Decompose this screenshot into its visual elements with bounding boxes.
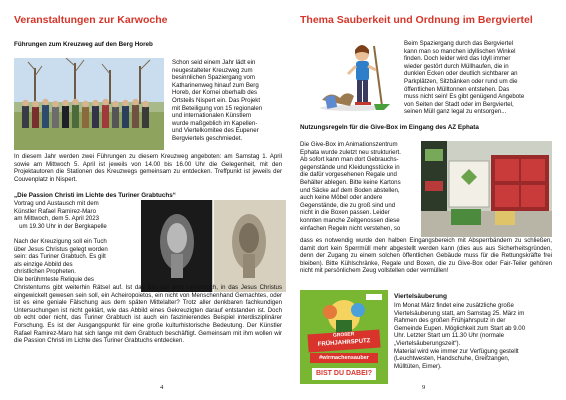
givebox-line: einfachen Regeln nicht verstehen, so (300, 224, 401, 232)
shroud-image (141, 200, 286, 292)
intro-line: muss nicht sein! Es gibt genügend Angebote (404, 93, 525, 101)
givebox-title-wrap (300, 124, 560, 131)
kreuzweg-line: Schon seid einem Jahr lädt ein (172, 59, 256, 66)
intro-line: finden. Doch leider wird das Idyll immer (404, 55, 511, 63)
givebox-line: auch keine Möbel oder andere (300, 194, 383, 202)
kreuzweg-title: Führungen zum Kreuzweg auf den Berg Horeb (14, 41, 153, 48)
givebox-photo (421, 141, 552, 237)
poster-hashtag: #wirmachensauber (310, 353, 378, 363)
grabtuch-line: am Mittwoch, dem 5. April 2023 (14, 215, 100, 223)
givebox-line: und Säcke auf dem Boden abstellen, (300, 186, 400, 194)
grabtuch-body (14, 284, 282, 345)
grabtuch-line: über Jesus Christus gelegt worden (14, 245, 108, 253)
grabtuch-line: als einzige Abbild des (14, 260, 73, 268)
grabtuch-paragraph: Christentums gibt weiterhin Rätsel auf. Ist das Bild auf dem Leinentuch, in das Jesus Christus eingewickelt gewesen sein soll, ein Acheiropoietos, ein nicht von Menschenhand Gemachtes, oder ist es eine geniale Fälschung aus dem späten Mittelalter? Trotz aller denkbaren fachkundigen Untersuchungen ist nicht geklärt, wie das Abbild eines Gekreuzigten darauf entstanden ist. Doch ob echt oder nicht, das Turiner Grabtuch ist auch ein faszinierendes Beispiel interdisziplinärer Forschung. Es ist der Ausgangspunkt für eine große kulturhistorische Bedeutung. Der Künstler Rafael Ramirez-Maro hat sich lange mit dem Grabtuch beschäftigt. Gemeinsam mit ihm wollen wir die Passion Christi im Lichte des Turiner Grabtuchs entdecken. (14, 284, 282, 345)
intro-line: kann man so manchen idyllischen Winkel (404, 47, 516, 55)
grabtuch-line (14, 230, 138, 238)
grabtuch-line: sein: das Turiner Grabtuch. Es gilt (14, 253, 106, 261)
givebox-line: konnten manche Zeitgenossen diese (300, 216, 400, 224)
viertel-line: Mülltüten, Eimer). (394, 362, 442, 370)
grabtuch-title: „Die Passion Christi im Lichte des Turiner Grabtuchs“ (14, 192, 176, 199)
kreuzweg-line: Katharinenweg hinauf zum Berg (172, 81, 259, 89)
grabtuch-title-wrap (14, 192, 282, 199)
viertel-line: Gemeinde Eupen. Möglichkeit zum Start ab 9.00 (394, 324, 526, 332)
givebox-text (300, 141, 418, 232)
kreuzweg-text (172, 59, 282, 143)
grabtuch-line: Nach der Kreuzigung soll ein Tuch (14, 237, 107, 245)
page-number-left: 4 (160, 384, 164, 391)
givebox-line: Ab sofort kann man dort Gebrauchs- (300, 156, 399, 164)
kreuzweg-line: und Viertelkomitee des Eupener (172, 127, 259, 135)
viertel-line: Material wird wie immer zur Verfügung gestellt (394, 347, 519, 355)
intro-line: öffentlichen Mülltonnen entstehen. Das (404, 85, 510, 93)
givebox-line: Ephata wurde zuletzt neu strukturiert. (300, 148, 401, 156)
kreuzweg-line: mit Beteiligung von 15 regionalen (172, 104, 263, 112)
intro-text (404, 40, 552, 116)
viertel-line: Viertelsäuberung statt, am Samstag 25. März im (394, 309, 525, 317)
givebox-title: Nutzungsregeln für die Give-Box im Eingang des AZ Ephata (300, 124, 479, 131)
poster-line1: GROßER (332, 331, 355, 339)
kreuzweg-dates-paragraph: In diesem Jahr werden zwei Führungen zu diesem Kreuzweg angeboten: am Samstag 1. April sowie am Mittwoch 5. April ist jeweils von 14.00 bis 16.00 Uhr die Gelegenheit, mit den Projektautoren die Stationen des Kreuzwegs gemeinsam zu entdecken. Treffpunkt ist jeweils der Couvenplatz in Nispert. (14, 153, 282, 183)
grabtuch-line: um 19.30 Uhr in der Bergkapelle (14, 222, 107, 230)
right-heading: Thema Sauberkeit und Ordnung im Bergviertel (300, 14, 533, 26)
givebox-paragraph: dass es notwendig wurde den halben Eingangsbereich mit Absperrbändern zu schließen, damit dort kein Sperrmüll mehr abgestellt werden kann (dies aus aus Sicherheitsgründen, denn der Zugang zu einem solchen öffentlichen Gebäude muss für die Rettungskräfte frei bleiben). Bitte Kühlschränke, Regale und Boxen, die zu Give-Box oder Fair-Teiler gehören nicht mit persönlichem Zeug vollstellen oder vermüllen! (300, 237, 552, 275)
viertelsaeuberung-title: Viertelsäuberung (394, 293, 447, 300)
givebox-body (300, 237, 552, 275)
intro-line: von Seiten der Stadt oder im Bergviertel, (404, 100, 514, 108)
grabtuch-line: christlichen Propheten. (14, 268, 76, 276)
viertelsaeuberung-text (394, 293, 554, 370)
cleaning-illustration (312, 40, 394, 112)
viertel-line: Uhr. Letzter Start um 11.30 Uhr (normale (394, 332, 504, 340)
page-number-right: 9 (422, 384, 426, 391)
poster-question: BIST DU DABEI? (312, 368, 376, 380)
kreuzweg-line: und internationalen Künstlern (172, 112, 252, 120)
intro-line: Parkplätzen, Sitzbänken oder rund um die (404, 77, 518, 85)
grabtuch-line: Vortrag und Austausch mit dem (14, 200, 99, 207)
givebox-line: gegenstände und Kleidungsstücke in (300, 163, 400, 171)
intro-line: Beim Spaziergang durch das Bergviertel (404, 40, 514, 47)
viertel-line: Rahmen des großen Frühjahrsputz in der (394, 317, 506, 325)
fruehjahrsputz-poster (300, 290, 388, 384)
grabtuch-text (14, 200, 138, 284)
intro-line: dunklen Ecken oder deutlich sichtbarer an (404, 70, 518, 78)
kreuzweg-line: besinnlichen Spaziergang vom (172, 74, 255, 82)
kreuzweg-line: wurde maßgeblich im Kapellen- (172, 119, 258, 127)
grabtuch-line: Künstler Rafael Ramirez-Maro (14, 207, 96, 215)
grabtuch-line: Die berühmteste Reliquie des (14, 275, 94, 283)
intro-line: seinen Müll ganz legal zu entsorgen... (404, 108, 507, 116)
kreuzweg-dates (14, 153, 282, 183)
givebox-line: die dafür vorgesehenen Regale und (300, 171, 397, 179)
left-heading: Veranstaltungen zur Karwoche (14, 14, 168, 26)
kreuzweg-group-photo (14, 58, 164, 150)
givebox-line: Die Give-Box im Animationszentrum (300, 141, 398, 148)
kreuzweg-line: Bergviertels geschmiedet. (172, 134, 243, 142)
intro-line: wieder gestört durch Müllhaufen, die in (404, 62, 509, 70)
givebox-line: Gegenstände, die zu groß sind und (300, 201, 396, 209)
kreuzweg-line: Ortsteils Nispert ein. Das Projekt (172, 96, 261, 104)
poster-line2: FRÜHJAHRSPUTZ (317, 338, 371, 348)
kreuzweg-line: Horeb, der Kornei oberhalb des (172, 89, 258, 97)
viertel-line: (Leuchtwesten, Handschuhe, Greifzangen, (394, 355, 510, 363)
givebox-line: nicht in die Boxen passen. Leider (300, 209, 390, 217)
kreuzweg-line: neugestalteter Kreuzweg zum (172, 66, 253, 74)
viertel-line: Im Monat März findet eine zusätzliche große (394, 302, 514, 309)
viertel-line: „Viertelsäuberungszeit“). (394, 339, 461, 347)
givebox-line: Behälter ablegen. Bitte keine Kartons (300, 178, 401, 186)
